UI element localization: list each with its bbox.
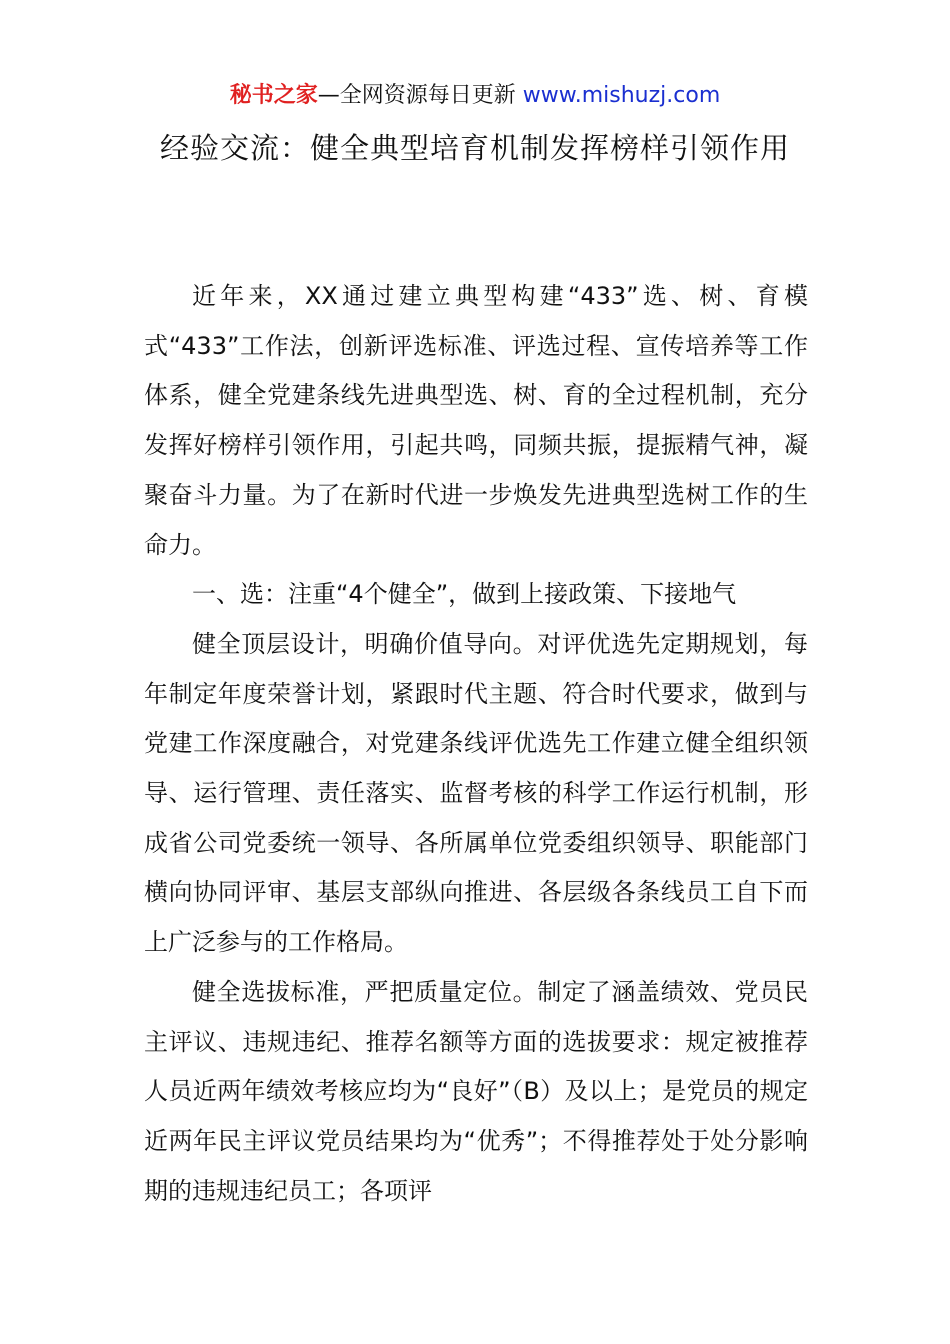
paragraph-intro: 近年来，XX通过建立典型构建“433”选、树、育模式“433”工作法，创新评选标准、评选过程、宣传培养等工作体系，健全党建条线先进典型选、树、育的全过程机制，充分发挥好榜样引领作用，引起共鸣，同频共振，提振精气神，凝聚奋斗力量。为了在新时代进一步焕发先进典型选树工作的生命力。 [144,282,808,559]
paragraph-selection-standard: 健全选拔标准，严把质量定位。制定了涵盖绩效、党员民主评议、违规违纪、推荐名额等方面的选拔要求：规定被推荐人员近两年绩效考核应均为“良好”（B）及以上；是党员的规定近两年民主评议党员结果均为“优秀”；不得推荐处于处分影响期的违规违纪员工；各项评 [144,977,808,1205]
site-url-link[interactable]: www.mishuzj.com [522,83,721,108]
brand-name: 秘书之家 [229,83,318,108]
header-tagline: —全网资源每日更新 [317,83,523,108]
section-heading: 一、选：注重“4个健全”，做到上接政策、下接地气 [192,580,737,609]
document-title: 经验交流：健全典型培育机制发挥榜样引领作用 [159,131,790,165]
paragraph-top-design: 健全顶层设计，明确价值导向。对评优选先定期规划，每年制定年度荣誉计划，紧跟时代主题、符合时代要求，做到与党建工作深度融合，对党建条线评优选先工作建立健全组织领导、运行管理、责任落实、监督考核的科学工作运行机制，形成省公司党委统一领导、各所属单位党委组织领导、职能部门横向协同评审、基层支部纵向推进、各层级各条线员工自下而上广泛参与的工作格局。 [144,629,808,957]
document-body [144,272,808,1216]
site-header [0,80,950,112]
